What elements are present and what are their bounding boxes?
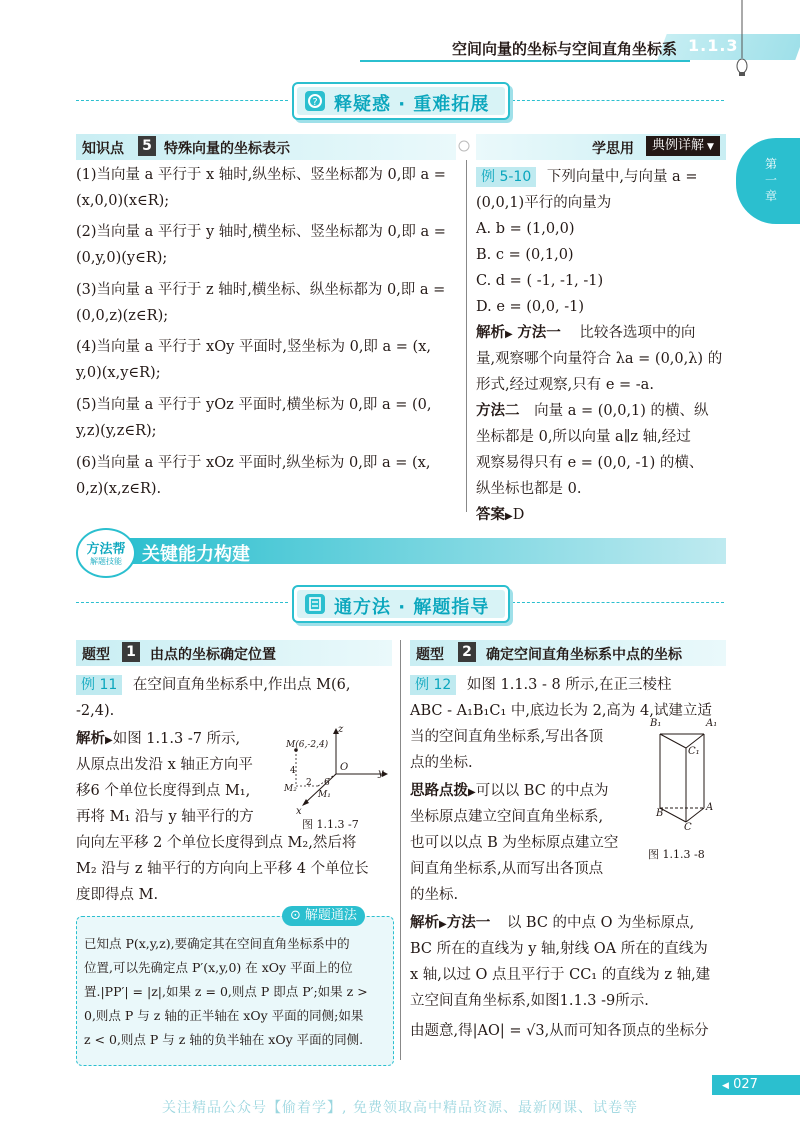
vertex-c1-label: C₁ <box>688 746 700 757</box>
knowledge-line: (2)当向量 a 平行于 y 轴时,横坐标、竖坐标都为 0,即 a = <box>76 224 446 240</box>
arrow-right-icon: ▶ <box>505 511 513 522</box>
solution-line: 移6 个单位长度得到点 M₁, <box>76 783 251 799</box>
option-a: A. b = (1,0,0) <box>476 221 575 237</box>
section-banner-1 <box>292 82 510 120</box>
banner2-dash-right <box>512 602 724 603</box>
solution-line: BC 所在的直线为 y 轴,射线 OA 所在的直线为 <box>410 941 708 957</box>
method1-text: 比较各选项中的向 <box>579 325 696 341</box>
header-section-number: 1.1.3 <box>688 36 739 55</box>
knowledge-title: 特殊向量的坐标表示 <box>164 141 290 157</box>
y-offset-label: 2 <box>306 778 312 788</box>
tip-title-pill <box>282 906 365 926</box>
point-m1-label: M₁ <box>318 790 331 800</box>
answer-value: D <box>512 507 525 523</box>
arrow-left-icon: ◀ <box>722 1081 729 1091</box>
chapter-side-tab[interactable] <box>736 138 800 224</box>
knowledge-line: y,z)(y,z∈R); <box>76 423 157 439</box>
jiexi-label: 解析 <box>476 325 505 341</box>
header-title: 空间向量的坐标与空间直角坐标系 <box>452 40 678 58</box>
knowledge-number: 5 <box>138 136 156 156</box>
example-line: 当的空间直角坐标系,写出各顶 <box>410 729 604 745</box>
type2-number: 2 <box>458 642 476 662</box>
tip-title: 解题通法 <box>304 908 357 923</box>
lightbulb-icon <box>736 0 748 80</box>
solution-line: 向向左平移 2 个单位长度得到点 M₂,然后将 <box>76 835 357 851</box>
method1-label: 方法一 <box>517 325 561 341</box>
example-label: 例 11 <box>76 675 122 695</box>
caret-down-icon: ▼ <box>707 142 714 152</box>
example-label: 例 5-10 <box>476 167 536 187</box>
tip-line: 0,则点 P 与 z 轴的正半轴在 xOy 平面的同侧;如果 <box>84 1008 364 1023</box>
tip-line: z < 0,则点 P 与 z 轴的负半轴在 xOy 平面的同侧. <box>84 1032 364 1047</box>
example-dropdown-label: 典例详解 <box>652 138 705 153</box>
dot-icon <box>458 140 470 152</box>
example-question: 下列向量中,与向量 a = <box>546 169 698 185</box>
banner2-dash-left <box>76 602 288 603</box>
xuesi-label: 学思用 <box>592 141 634 157</box>
type1-solution-row <box>76 726 240 754</box>
knowledge-line: (5)当向量 a 平行于 yOz 平面时,横坐标为 0,即 a = (0, <box>76 397 432 413</box>
knowledge-line: (6)当向量 a 平行于 xOz 平面时,纵坐标为 0,即 a = (x, <box>76 455 431 471</box>
column-divider-1 <box>466 160 467 512</box>
method1-line: 量,观察哪个向量符合 λa = (0,0,λ) 的 <box>476 351 723 367</box>
example-question: 如图 1.1.3 - 8 所示,在正三棱柱 <box>466 677 672 693</box>
page-number-tab <box>712 1075 800 1095</box>
type2-solution-row <box>410 910 694 938</box>
type2-title: 确定空间直角坐标系中点的坐标 <box>486 647 682 663</box>
method-badge-bottom: 解题技能 <box>90 557 122 566</box>
banner-1-title: 释疑惑 · 重难拓展 <box>334 94 490 115</box>
solution-line: M₂ 沿与 z 轴平行的方向向上平移 4 个单位长 <box>76 861 369 877</box>
example-5-10-row <box>476 164 697 190</box>
tip-line: 位置,可以先确定点 P′(x,y,0) 在 xOy 平面上的位 <box>84 960 353 975</box>
example-line: ABC - A₁B₁C₁ 中,底边长为 2,高为 4,试建立适 <box>410 703 712 719</box>
solution-line: 度即得点 M. <box>76 887 159 903</box>
solution-line: 再将 M₁ 沿与 y 轴平行的方 <box>76 809 254 825</box>
section2-title: 关键能力构建 <box>142 544 250 565</box>
figure-caption: 图 1.1.3 -8 <box>648 848 705 861</box>
hint-row <box>410 778 608 806</box>
option-d: D. e = (0,0, -1) <box>476 299 584 315</box>
example-question: 在空间直角坐标系中,作出点 M(6, <box>132 677 351 693</box>
chapter-tab-label: 第一章 <box>764 157 777 203</box>
type2-label: 题型 <box>416 647 444 663</box>
method2-text: 向量 a = (0,0,1) 的横、纵 <box>534 403 709 419</box>
example-12-row <box>410 672 671 698</box>
hint-line: 间直角坐标系,从而写出各顶点 <box>410 861 604 877</box>
arrow-right-icon: ▶ <box>105 735 113 746</box>
method2-row <box>476 398 709 424</box>
knowledge-label: 知识点 <box>82 141 124 157</box>
option-b: B. c = (0,1,0) <box>476 247 574 263</box>
knowledge-line: 0,z)(x,z∈R). <box>76 481 162 497</box>
point-m2-label: M₂ <box>284 784 297 794</box>
jiexi-label: 解析 <box>76 731 105 747</box>
example-line: 点的坐标. <box>410 755 473 771</box>
vertex-c-label: C <box>684 822 692 833</box>
point-m-label: M(6,-2,4) <box>286 740 329 750</box>
vertex-a-label: A <box>706 802 714 813</box>
search-icon: ⊙ <box>290 908 301 923</box>
example-11-row <box>76 672 350 698</box>
hint-label: 思路点拨 <box>410 783 468 799</box>
section-banner-2 <box>292 585 510 623</box>
solution-line: 从原点出发沿 x 轴正方向平 <box>76 757 253 773</box>
method1-line: 形式,经过观察,只有 e = -a. <box>476 377 654 393</box>
method-badge <box>76 528 136 578</box>
solution-line: 由题意,得|AO| = √3,从而可知各顶点的坐标分 <box>410 1023 709 1039</box>
vertex-b1-label: B₁ <box>650 718 662 729</box>
type1-title: 由点的坐标确定位置 <box>150 647 276 663</box>
method2-line: 坐标都是 0,所以向量 a∥z 轴,经过 <box>476 429 691 445</box>
example-label: 例 12 <box>410 675 456 695</box>
method2-label: 方法二 <box>476 403 520 419</box>
hint-line: 可以以 BC 的中点为 <box>475 783 609 799</box>
example-dropdown[interactable] <box>646 136 720 156</box>
solution-method1-row <box>476 320 695 348</box>
arrow-right-icon: ▶ <box>439 919 447 930</box>
method-badge-top: 方法帮 <box>86 542 126 557</box>
tip-line: 已知点 P(x,y,z),要确定其在空间直角坐标系中的 <box>84 936 350 951</box>
hint-line: 也可以以点 B 为坐标原点建立空 <box>410 835 619 851</box>
column-divider-2 <box>400 640 401 1060</box>
vertex-a1-label: A₁ <box>706 718 718 729</box>
knowledge-line: (1)当向量 a 平行于 x 轴时,纵坐标、竖坐标都为 0,即 a = <box>76 167 446 183</box>
vertex-b-label: B <box>656 808 664 819</box>
solution-line: 如图 1.1.3 -7 所示, <box>112 731 241 747</box>
banner-dash-right <box>512 100 724 101</box>
page-number: 027 <box>733 1077 758 1092</box>
axis-label-x: x <box>296 806 302 817</box>
figure-caption: 图 1.1.3 -7 <box>302 818 359 831</box>
axis-label-z: z <box>338 724 344 735</box>
example-line: (0,0,1)平行的向量为 <box>476 195 612 211</box>
method1-label: 方法一 <box>446 915 491 931</box>
example-line: -2,4). <box>76 703 115 719</box>
arrow-right-icon: ▶ <box>505 329 513 340</box>
question-bubble-icon <box>304 90 326 112</box>
method2-line: 观察易得只有 e = (0,0, -1) 的横、 <box>476 455 704 471</box>
notebook-icon <box>304 593 326 615</box>
jiexi-label: 解析 <box>410 915 439 931</box>
banner-2-title: 通方法 · 解题指导 <box>334 597 490 618</box>
knowledge-line: (4)当向量 a 平行于 xOy 平面时,竖坐标为 0,即 a = (x, <box>76 339 431 355</box>
option-c: C. d = ( -1, -1, -1) <box>476 273 604 289</box>
type1-number: 1 <box>122 642 140 662</box>
knowledge-line: y,0)(x,y∈R); <box>76 365 161 381</box>
solution-line: 以 BC 的中点 O 为坐标原点, <box>506 915 695 931</box>
height-label: 4 <box>290 766 296 776</box>
knowledge-line: (0,0,z)(z∈R); <box>76 308 169 324</box>
method2-line: 纵坐标也都是 0. <box>476 481 582 497</box>
solution-line: x 轴,以过 O 点且平行于 CC₁ 的直线为 z 轴,建 <box>410 967 711 983</box>
arrow-right-icon: ▶ <box>468 787 476 798</box>
knowledge-line: (0,y,0)(y∈R); <box>76 250 168 266</box>
answer-row <box>476 502 524 530</box>
svg-text:?: ? <box>312 97 318 108</box>
solution-line: 立空间直角坐标系,如图1.1.3 -9所示. <box>410 993 649 1009</box>
header-underline <box>360 60 690 62</box>
footer-note: 关注精品公众号【偷着学】, 免费领取高中精品资源、最新网课、试卷等 <box>162 1100 638 1116</box>
origin-label: O <box>340 762 349 773</box>
axis-label-y: y <box>378 768 384 779</box>
x-offset-label: 6 <box>324 778 330 788</box>
type1-label: 题型 <box>82 647 110 663</box>
hint-line: 的坐标. <box>410 887 459 903</box>
answer-label: 答案 <box>476 507 505 523</box>
banner-dash-left <box>76 100 288 101</box>
tip-line: 置.|PP′| = |z|,如果 z = 0,则点 P 即点 P′;如果 z > <box>84 984 368 999</box>
knowledge-line: (x,0,0)(x∈R); <box>76 193 170 209</box>
hint-line: 坐标原点建立空间直角坐标系, <box>410 809 604 825</box>
knowledge-line: (3)当向量 a 平行于 z 轴时,横坐标、纵坐标都为 0,即 a = <box>76 282 446 298</box>
